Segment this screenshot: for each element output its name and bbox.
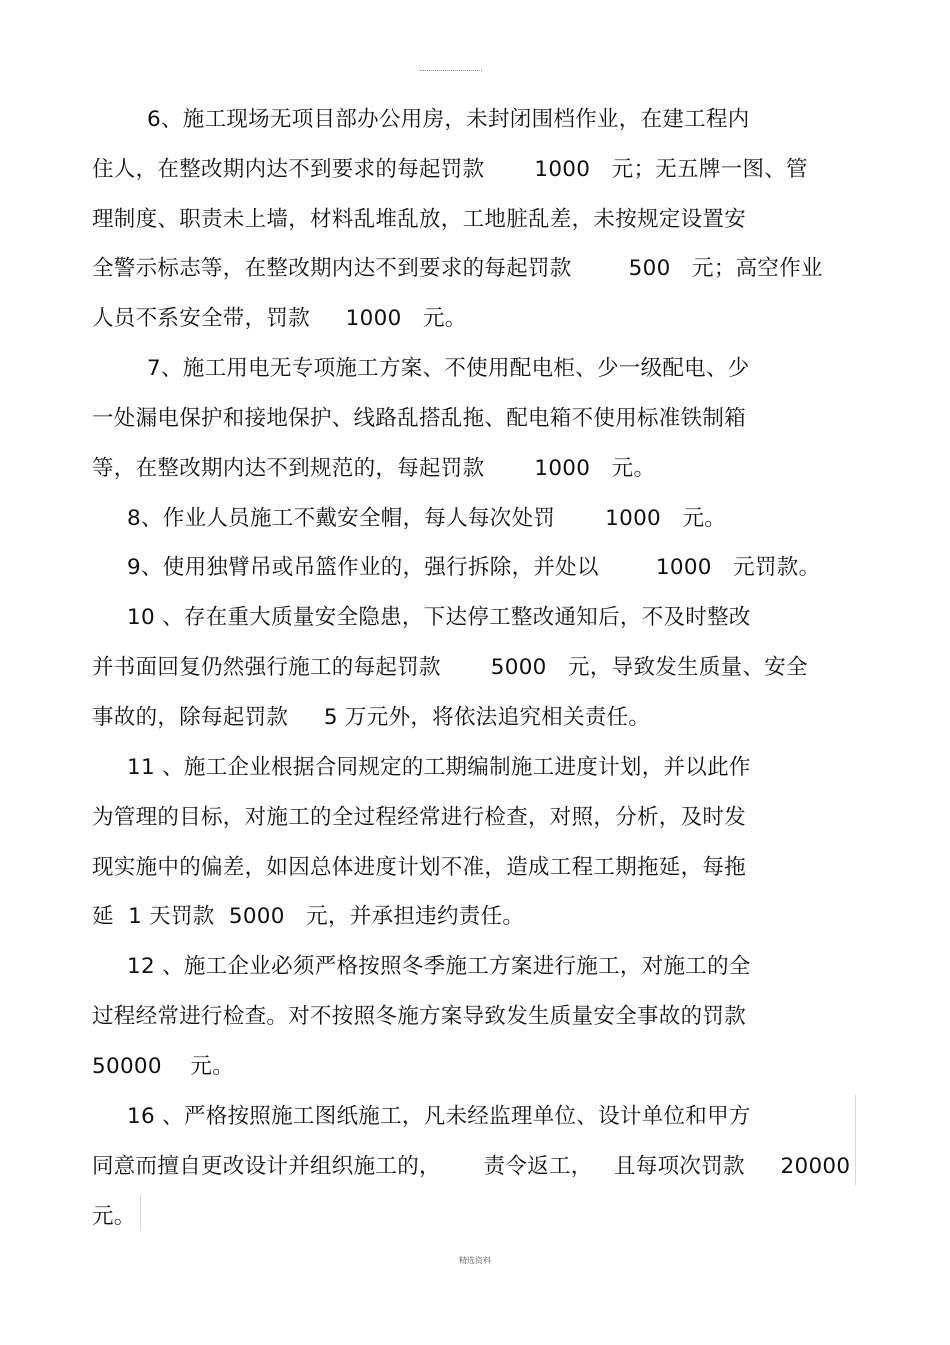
para-6-line-4: 全警示标志等，在整改期内达不到要求的每起罚款 500 元；高空作业: [92, 256, 823, 281]
para-10-line-3: 事故的，除每起罚款 5 万元外，将依法追究相关责任。: [92, 705, 651, 730]
para-11-line-3: 现实施中的偏差，如因总体进度计划不准，造成工程工期拖延，每拖: [92, 855, 747, 880]
para-9: 9、使用独臂吊或吊篮作业的，强行拆除，并处以 1000 元罚款。: [127, 555, 821, 580]
para-10-line-2: 并书面回复仍然强行施工的每起罚款 5000 元，导致发生质量、安全: [92, 655, 808, 680]
para-7-line-1: 7、施工用电无专项施工方案、不使用配电柜、少一级配电、少: [147, 356, 750, 381]
border-line-left: [140, 1195, 141, 1231]
para-16-line-1: 16 、严格按照施工图纸施工，凡未经监理单位、设计单位和甲方: [127, 1104, 751, 1129]
para-11-line-2: 为管理的目标，对施工的全过程经常进行检查，对照，分析，及时发: [92, 805, 747, 830]
footer-label: 精选资料: [459, 1256, 491, 1265]
para-8: 8、作业人员施工不戴安全帽，每人每次处罚 1000 元。: [127, 506, 727, 531]
para-6-line-3: 理制度、职责未上墙，材料乱堆乱放，工地脏乱差，未按规定设置安: [92, 207, 747, 232]
border-line-right: [855, 1095, 856, 1185]
para-12-line-3: 50000 元。: [92, 1054, 235, 1079]
para-6-line-1: 6、施工现场无项目部办公用房，未封闭围档作业，在建工程内: [147, 107, 750, 132]
para-11-line-1: 11 、施工企业根据合同规定的工期编制施工进度计划，并以此作: [127, 755, 751, 780]
para-7-line-2: 一处漏电保护和接地保护、线路乱搭乱拖、配电箱不使用标准铁制箱: [92, 406, 747, 431]
para-7-line-3: 等，在整改期内达不到规范的，每起罚款 1000 元。: [92, 456, 656, 481]
para-10-line-1: 10 、存在重大质量安全隐患，下达停工整改通知后，不及时整改: [127, 605, 751, 630]
para-11-line-4: 延 1 天罚款 5000 元，并承担违约责任。: [92, 904, 525, 929]
para-16-line-3: 元。: [92, 1204, 136, 1229]
para-6-line-2: 住人，在整改期内达不到要求的每起罚款 1000 元；无五牌一图、管: [92, 157, 808, 182]
para-16-line-2: 同意而擅自更改设计并组织施工的， 责令返工， 且每项次罚款 20000: [92, 1154, 851, 1179]
para-12-line-1: 12 、施工企业必须严格按照冬季施工方案进行施工，对施工的全: [127, 954, 751, 979]
header-rule: [420, 70, 482, 71]
para-12-line-2: 过程经常进行检查。对不按照冬施方案导致发生质量安全事故的罚款: [92, 1004, 747, 1029]
para-6-line-5: 人员不系安全带，罚款 1000 元。: [92, 306, 467, 331]
